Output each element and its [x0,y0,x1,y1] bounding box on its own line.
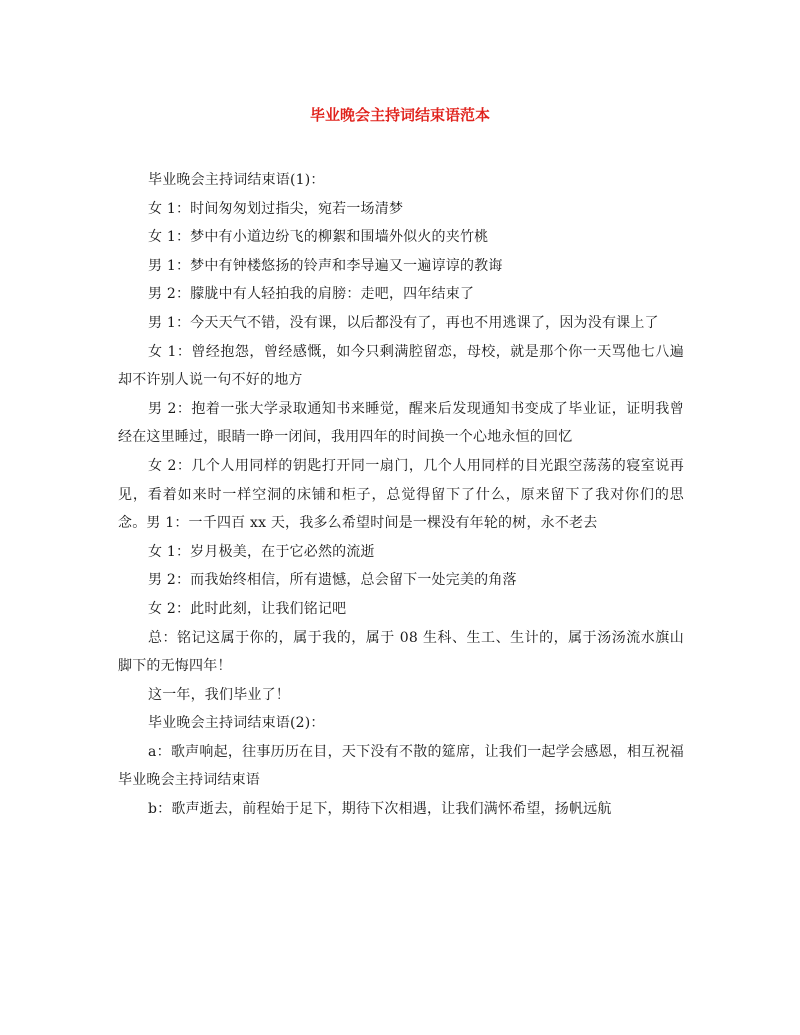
paragraph: 男 2：而我始终相信，所有遗憾，总会留下一处完美的角落 [148,572,517,589]
paragraph: 男 1：梦中有钟楼悠扬的铃声和李导遍又一遍谆谆的教诲 [148,257,503,274]
paragraph: 男 1：今天天气不错，没有课，以后都没有了，再也不用逃课了，因为没有课上了 [148,314,659,331]
paragraph: 女 2：此时此刻，让我们铭记吧 [148,600,347,617]
paragraph: 男 2：朦胧中有人轻拍我的肩膀：走吧，四年结束了 [148,286,475,303]
paragraph: 女 1：曾经抱怨，曾经感慨，如今只剩满腔留恋，母校，就是那个你一天骂他七八遍却不许别人说一句不好的地方 [118,343,684,389]
paragraph: 女 2：几个人用同样的钥匙打开同一扇门，几个人用同样的目光跟空荡荡的寝室说再见，看着如来时一样空洞的床铺和柜子，总觉得留下了什么，原来留下了我对你们的思念。男 1：一千四百 xx 天，我多么希望时间是一棵没有年轮的树，永不老去 [118,457,684,532]
paragraph: 女 1：岁月极美，在于它必然的流逝 [148,543,375,560]
paragraph: 女 1：时间匆匆划过指尖，宛若一场清梦 [148,200,404,217]
paragraph: 女 1：梦中有小道边纷飞的柳絮和围墙外似火的夹竹桃 [148,229,489,246]
document-body [118,166,684,824]
document-title: 毕业晚会主持词结束语范本 [309,106,490,124]
paragraph: b：歌声逝去，前程始于足下，期待下次相遇，让我们满怀希望，扬帆远航 [148,801,612,818]
paragraph: 男 2：抱着一张大学录取通知书来睡觉，醒来后发现通知书变成了毕业证，证明我曾经在这里睡过，眼睛一睁一闭间，我用四年的时间换一个心地永恒的回忆 [118,400,684,446]
paragraph: 总：铭记这属于你的，属于我的，属于 08 生科、生工、生计的，属于汤汤流水旗山脚下的无悔四年！ [118,629,684,675]
paragraph-section-heading-2: 毕业晚会主持词结束语(2)： [148,715,325,732]
paragraph: 这一年，我们毕业了！ [148,686,290,703]
paragraph: a：歌声响起，往事历历在目，天下没有不散的筵席，让我们一起学会感恩，相互祝福毕业晚会主持词结束语 [118,743,684,789]
paragraph-section-heading-1: 毕业晚会主持词结束语(1)： [148,172,325,188]
